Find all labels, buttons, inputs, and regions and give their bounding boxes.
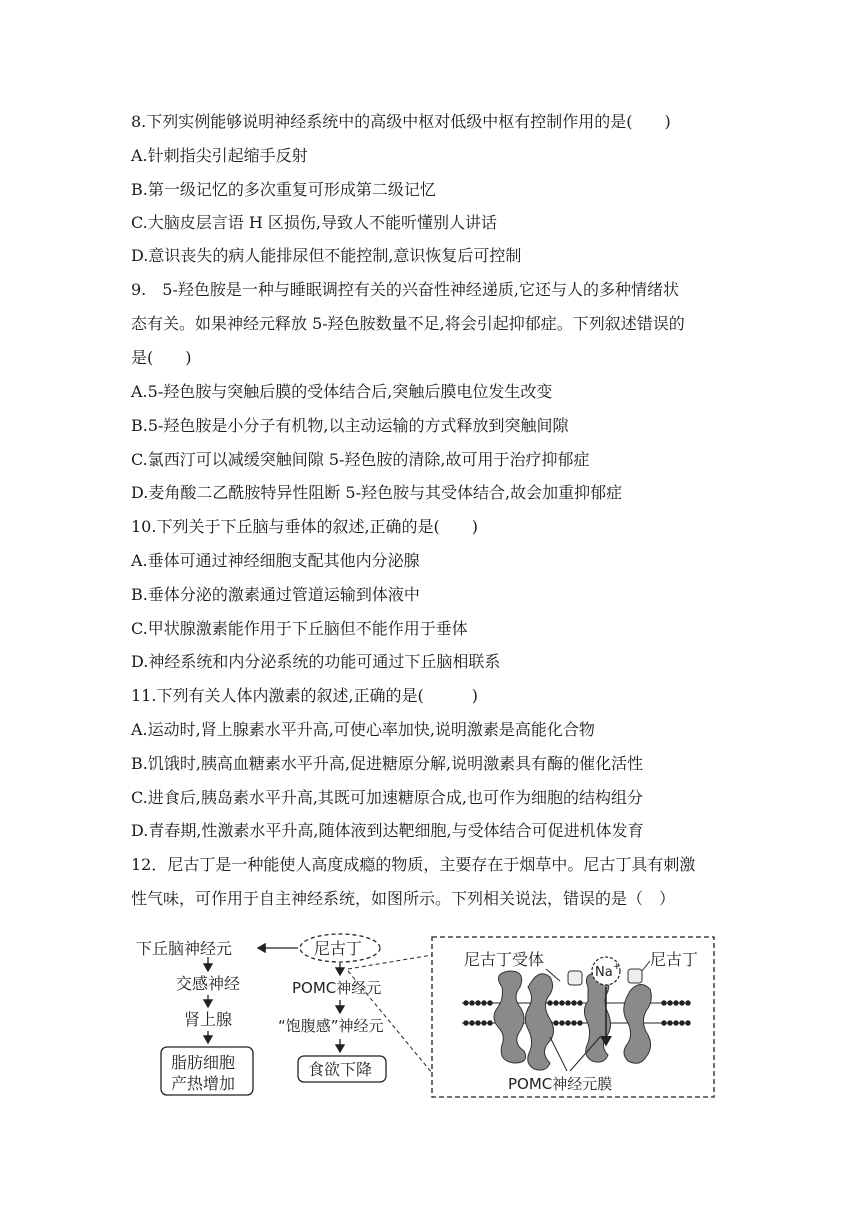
q9-stem-line2: 态有关。如果神经元释放 5-羟色胺数量不足,将会引起抑郁症。下列叙述错误的: [131, 314, 685, 333]
q11-option-b: B.饥饿时,胰高血糖素水平升高,促进糖原分解,说明激素具有酶的催化活性: [131, 754, 644, 773]
q9-stem-line1: 9. 5-羟色胺是一种与睡眠调控有关的兴奋性神经递质,它还与人的多种情绪状: [131, 280, 679, 299]
nicotine-molecule-left: [568, 971, 582, 985]
q10-option-c: C.甲状腺激素能作用于下丘脑但不能作用于垂体: [131, 619, 468, 638]
fat-cell-line2: 产热增加: [171, 1074, 236, 1093]
q9-option-a: A.5-羟色胺与突触后膜的受体结合后,突触后膜电位发生改变: [131, 382, 553, 401]
receptor-label: 尼古丁受体: [464, 950, 545, 969]
q11-option-d: D.青春期,性激素水平升高,随体液到达靶细胞,与受体结合可促进机体发育: [131, 821, 644, 840]
q8-option-b: B.第一级记忆的多次重复可形成第二级记忆: [131, 180, 436, 199]
q12-stem-line1: 12．尼古丁是一种能使人高度成瘾的物质，主要存在于烟草中。尼古丁具有刺激: [131, 855, 696, 874]
satiety-neuron-label: “饱腹感”神经元: [278, 1017, 384, 1035]
nicotine-right-label: 尼古丁: [650, 950, 699, 969]
membrane-label: POMC神经元膜: [508, 1075, 613, 1093]
q11-option-c: C.进食后,胰岛素水平升高,其既可加速糖原合成,也可作为细胞的结构组分: [131, 788, 644, 807]
q8-option-a: A.针刺指尖引起缩手反射: [131, 146, 308, 165]
q9-stem-line3: 是( ): [131, 348, 192, 367]
fat-cell-line1: 脂肪细胞: [171, 1053, 236, 1072]
q8-option-d: D.意识丧失的病人能排尿但不能控制,意识恢复后可控制: [131, 246, 522, 265]
q10-option-d: D.神经系统和内分泌系统的功能可通过下丘脑相联系: [131, 652, 501, 671]
nicotine-molecule-right: [628, 969, 642, 983]
hypothalamus-neuron-label: 下丘脑神经元: [136, 939, 233, 958]
receptor-protein-mid-left: [525, 974, 553, 1070]
nicotine-pathway-diagram: [130, 925, 730, 1105]
q10-option-b: B.垂体分泌的激素通过管道运输到体液中: [131, 585, 420, 604]
pomc-neuron-label: POMC神经元: [292, 979, 382, 997]
q9-option-c: C.氯西汀可以减缓突触间隙 5-羟色胺的清除,故可用于治疗抑郁症: [131, 450, 590, 469]
adrenal-gland-label: 肾上腺: [184, 1010, 233, 1029]
q11-stem: 11.下列有关人体内激素的叙述,正确的是( ): [131, 686, 479, 705]
receptor-protein-left: [494, 971, 526, 1063]
q12-stem-line2: 性气味，可作用于自主神经系统，如图所示。下列相关说法，错误的是（ ）: [131, 889, 676, 908]
q8-option-c: C.大脑皮层言语 H 区损伤,导致人不能听懂别人讲话: [131, 213, 497, 232]
sympathetic-nerve-label: 交感神经: [176, 974, 241, 993]
appetite-decrease-label: 食欲下降: [308, 1060, 373, 1079]
q11-option-a: A.运动时,肾上腺素水平升高,可使心率加快,说明激素是高能化合物: [131, 720, 595, 739]
q8-stem: 8.下列实例能够说明神经系统中的高级中枢对低级中枢有控制作用的是( ): [131, 112, 671, 131]
nicotine-label: 尼古丁: [314, 939, 363, 958]
q9-option-b: B.5-羟色胺是小分子有机物,以主动运输的方式释放到突触间隙: [131, 416, 569, 435]
sodium-ion-charge: +: [613, 962, 621, 972]
q9-option-d: D.麦角酸二乙酰胺特异性阻断 5-羟色胺与其受体结合,故会加重抑郁症: [131, 483, 623, 502]
sodium-ion-label: Na: [595, 965, 613, 980]
q10-option-a: A.垂体可通过神经细胞支配其他内分泌腺: [131, 551, 420, 570]
receptor-protein-right: [624, 984, 652, 1063]
q10-stem: 10.下列关于下丘脑与垂体的叙述,正确的是( ): [131, 517, 479, 536]
